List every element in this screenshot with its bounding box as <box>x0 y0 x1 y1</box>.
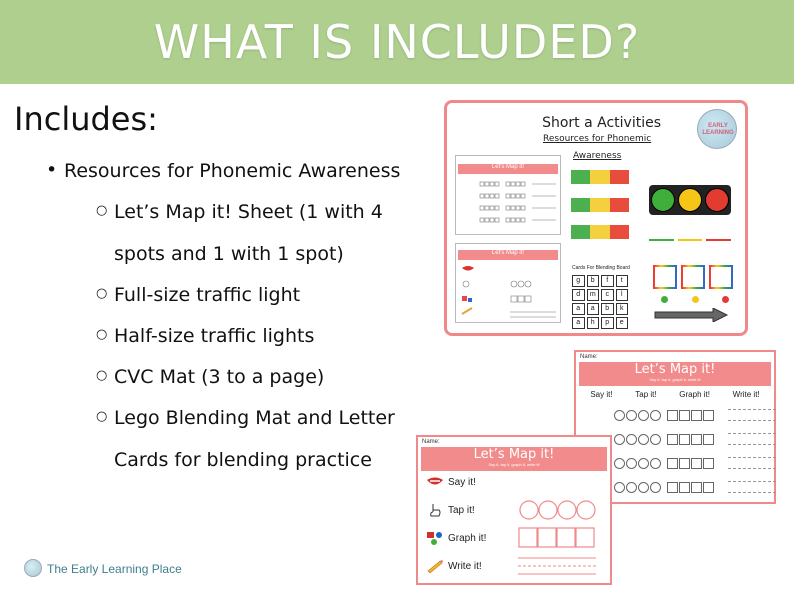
blending-cards-grid: g b f t d m c l a a b k a h p e <box>572 275 628 329</box>
lego-blending-mat <box>653 265 735 289</box>
header-banner <box>0 0 794 84</box>
preview-title: Short a Activities <box>542 115 661 131</box>
map-sheet-one-spot: Name: Let’s Map it! Say it, tap it, graph it, write it! Say it! Tap it! Graph it! Write it! <box>416 435 612 585</box>
map-sheet-header: Let’s Map it! Say it, tap it, graph it, write it! <box>421 447 607 471</box>
graph-shapes-icon <box>426 531 444 545</box>
graph-boxes <box>518 527 598 549</box>
list-item-map-sheet: ○ Let’s Map it! Sheet (1 with 4 <box>96 201 383 223</box>
includes-heading: Includes: <box>14 100 158 138</box>
list-item-half-traffic-lights: ○ Half-size traffic lights <box>96 325 315 347</box>
half-traffic-light-2 <box>571 198 629 212</box>
mouth-icon <box>426 475 444 489</box>
traffic-light-icon <box>649 185 731 215</box>
globe-logo-icon: EARLY LEARNING <box>697 109 737 149</box>
half-traffic-light-1 <box>571 170 629 184</box>
map-sheet-row <box>614 480 776 494</box>
map-sheet-column-labels: Say it! Tap it! Graph it! Write it! <box>590 390 760 399</box>
list-item-cvc-mat: ○ CVC Mat (3 to a page) <box>96 366 325 388</box>
mini-sheet-grid-single <box>458 262 560 322</box>
graph-it-row: Graph it! <box>426 531 486 545</box>
tap-circles <box>518 499 598 521</box>
list-item-main: • Resources for Phonemic Awareness <box>46 160 400 182</box>
traffic-light-lines <box>649 239 731 241</box>
list-item-map-sheet-cont: spots and 1 with 1 spot) <box>114 243 344 265</box>
write-lines <box>518 555 598 577</box>
list-item-lego-mat: ○ Lego Blending Mat and Letter <box>96 407 395 429</box>
brand-name: The Early Learning Place <box>47 562 182 576</box>
pencil-icon <box>426 559 444 573</box>
page-title: WHAT IS INCLUDED? <box>153 15 641 69</box>
map-sheet-row <box>614 456 776 470</box>
preview-card-activities <box>444 100 748 336</box>
mini-map-sheet-1: Let's Map it! <box>455 243 561 323</box>
map-sheet-row <box>614 408 776 422</box>
hand-tap-icon <box>426 503 444 517</box>
map-sheet-header: Let’s Map it! Say it, tap it, graph it, write it! <box>579 362 771 386</box>
map-sheet-row <box>614 432 776 446</box>
preview-subtitle-cont: Awareness <box>573 151 622 161</box>
half-traffic-light-3 <box>571 225 629 239</box>
map-sheet-four-spots: Name: Let’s Map it! Say it, tap it, graph it, write it! Say it! Tap it! Graph it! Write it! <box>574 350 776 504</box>
preview-subtitle: Resources for Phonemic <box>543 134 652 144</box>
arrow-right-icon <box>653 308 729 322</box>
tap-it-row: Tap it! <box>426 503 475 517</box>
mini-sheet-grid <box>458 176 560 236</box>
mini-map-sheet-4: Let's Map it! <box>455 155 561 235</box>
say-it-row: Say it! <box>426 475 476 489</box>
list-item-lego-mat-cont: Cards for blending practice <box>114 449 372 471</box>
brand-logo-icon <box>24 559 42 577</box>
list-item-full-traffic-light: ○ Full-size traffic light <box>96 284 301 306</box>
lego-mat-dots <box>661 296 729 303</box>
write-it-row: Write it! <box>426 559 482 573</box>
blending-cards-title: Cards For Blending Board <box>572 265 630 271</box>
